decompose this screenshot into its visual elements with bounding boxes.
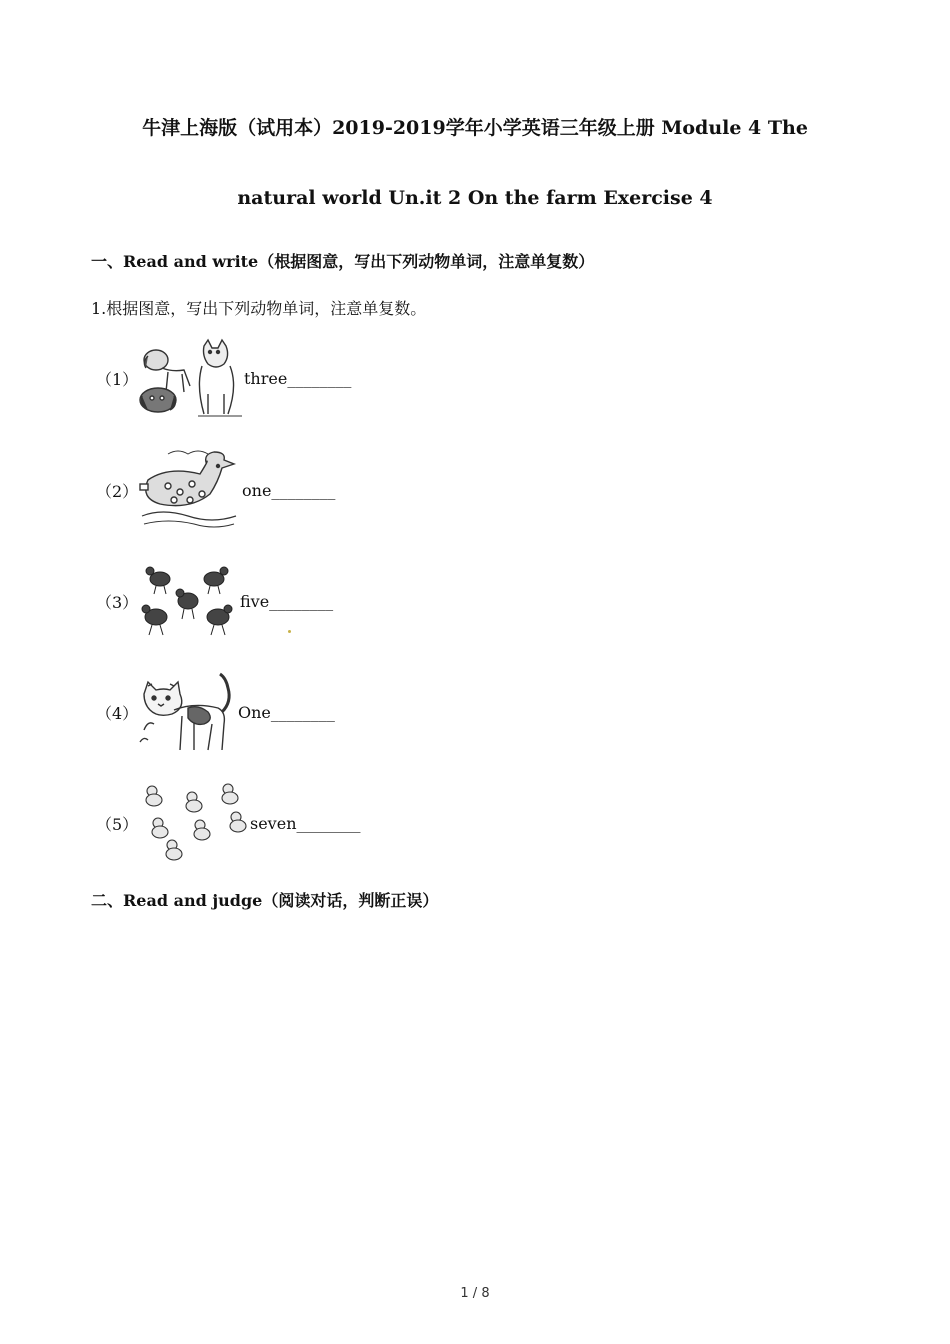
stray-mark — [288, 630, 291, 633]
question-1 — [96, 338, 351, 418]
question-number: （5） — [96, 814, 139, 834]
dogs-and-cat-icon — [138, 338, 242, 418]
question-5 — [96, 783, 361, 863]
title-line-1: 牛津上海版（试用本）2019-2019学年小学英语三年级上册 Module 4 The — [142, 117, 808, 139]
page-number: 1 / 8 — [460, 1286, 490, 1301]
hens-icon — [138, 561, 238, 641]
answer-blank-1[interactable]: three________ — [244, 368, 352, 388]
question-4 — [96, 672, 335, 752]
answer-blank-4[interactable]: One________ — [238, 702, 335, 722]
section-heading-read-and-write: 一、Read and write（根据图意，写出下列动物单词，注意单复数） — [91, 252, 595, 271]
answer-blank-2[interactable]: one________ — [242, 480, 336, 500]
instruction-text: 1.根据图意，写出下列动物单词，注意单复数。 — [91, 299, 427, 318]
question-2 — [96, 450, 335, 530]
question-number: （2） — [96, 481, 139, 501]
cat-icon — [138, 672, 236, 752]
title-line-2: natural world Un.it 2 On the farm Exercise 4 — [237, 187, 713, 209]
question-3 — [96, 561, 333, 641]
question-number: （4） — [96, 703, 139, 723]
question-number: （1） — [96, 369, 139, 389]
answer-blank-5[interactable]: seven________ — [250, 813, 361, 833]
chicks-icon — [138, 783, 248, 863]
answer-blank-3[interactable]: five________ — [240, 591, 334, 611]
section-heading-read-and-judge: 二、Read and judge（阅读对话，判断正误） — [91, 891, 439, 910]
duck-icon — [138, 450, 240, 530]
question-number: （3） — [96, 592, 139, 612]
